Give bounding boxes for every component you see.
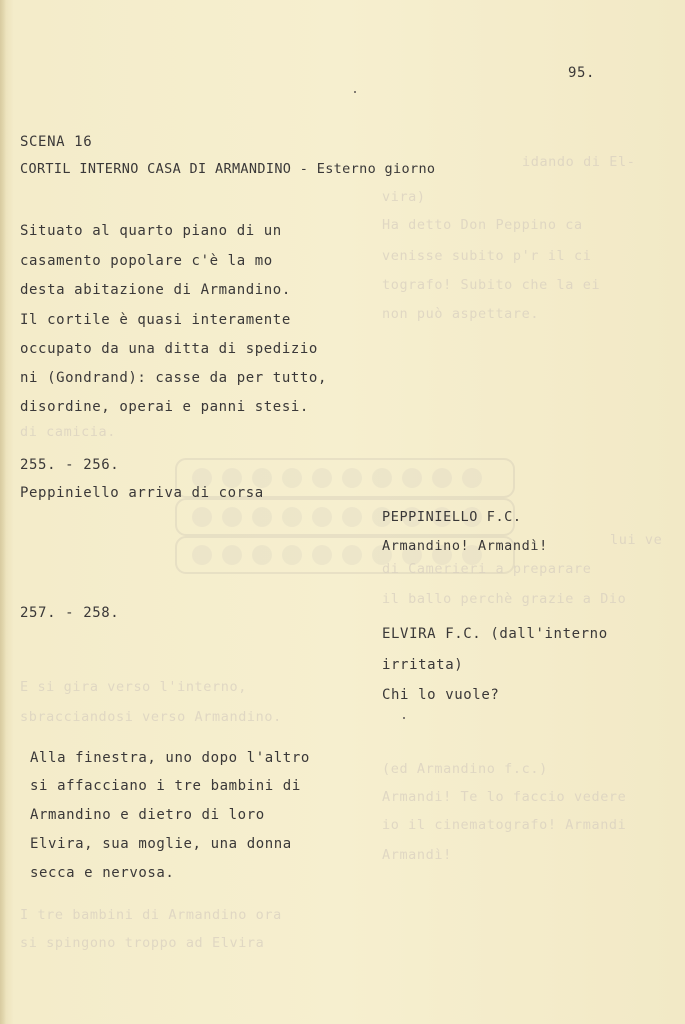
description-line: secca e nervosa. (30, 865, 175, 881)
bleed-text: si spingono troppo ad Elvira (20, 935, 265, 951)
parenthetical: irritata) (382, 657, 464, 673)
bleed-text: Ha detto Don Peppino ca (382, 217, 583, 233)
description-line: Situato al quarto piano di un (20, 223, 282, 239)
ink-speck (403, 717, 405, 719)
description-line: casamento popolare c'è la mo (20, 253, 273, 269)
description-line: occupato da una ditta di spedizio (20, 341, 318, 357)
description-line: Alla finestra, uno dopo l'altro (30, 750, 310, 766)
description-line: Il cortile è quasi interamente (20, 312, 291, 328)
bleed-text: il ballo perchè grazie a Dio (382, 591, 627, 607)
page-number: 95. (568, 65, 596, 81)
bleed-text: io il cinematografo! Armandi (382, 817, 627, 833)
bleed-text: Armandi! Te lo faccio vedere (382, 789, 627, 805)
character-name: PEPPINIELLO F.C. (382, 509, 522, 525)
location-line: CORTIL INTERNO CASA DI ARMANDINO - Esterno giorno (20, 161, 436, 177)
bleed-text: non può aspettare. (382, 306, 540, 322)
shot-number: 257. - 258. (20, 605, 120, 621)
bleed-text: lui ve (610, 532, 663, 548)
dialogue-line: Chi lo vuole? (382, 687, 500, 703)
bleed-text: di Camerieri a preparare (382, 561, 592, 577)
bleed-text: tografo! Subito che la ei (382, 277, 601, 293)
bleed-text: di camicia. (20, 424, 117, 440)
bleed-text: venisse subito p'r il ci (382, 248, 592, 264)
bleed-text: E si gira verso l'interno, (20, 679, 247, 695)
bleed-text: (ed Armandino f.c.) (382, 761, 548, 777)
page-edge-shadow (0, 0, 6, 1024)
bleed-text: Armandì! (382, 847, 452, 863)
bleed-text: vira) (382, 189, 426, 205)
description-line: Elvira, sua moglie, una donna (30, 836, 292, 852)
shot-number: 255. - 256. (20, 457, 120, 473)
action-line: Peppiniello arriva di corsa (20, 485, 264, 501)
character-name: ELVIRA F.C. (dall'interno (382, 626, 608, 642)
description-line: desta abitazione di Armandino. (20, 282, 291, 298)
description-line: disordine, operai e panni stesi. (20, 399, 309, 415)
description-line: si affacciano i tre bambini di (30, 778, 301, 794)
scene-heading: SCENA 16 (20, 134, 93, 150)
description-line: Armandino e dietro di loro (30, 807, 265, 823)
bleed-text: sbracciandosi verso Armandino. (20, 709, 282, 725)
dialogue-line: Armandino! Armandì! (382, 538, 548, 554)
bleed-text: I tre bambini di Armandino ora (20, 907, 282, 923)
description-line: ni (Gondrand): casse da per tutto, (20, 370, 327, 386)
ink-speck (354, 91, 356, 93)
bleed-text: idando di El- (522, 154, 636, 170)
